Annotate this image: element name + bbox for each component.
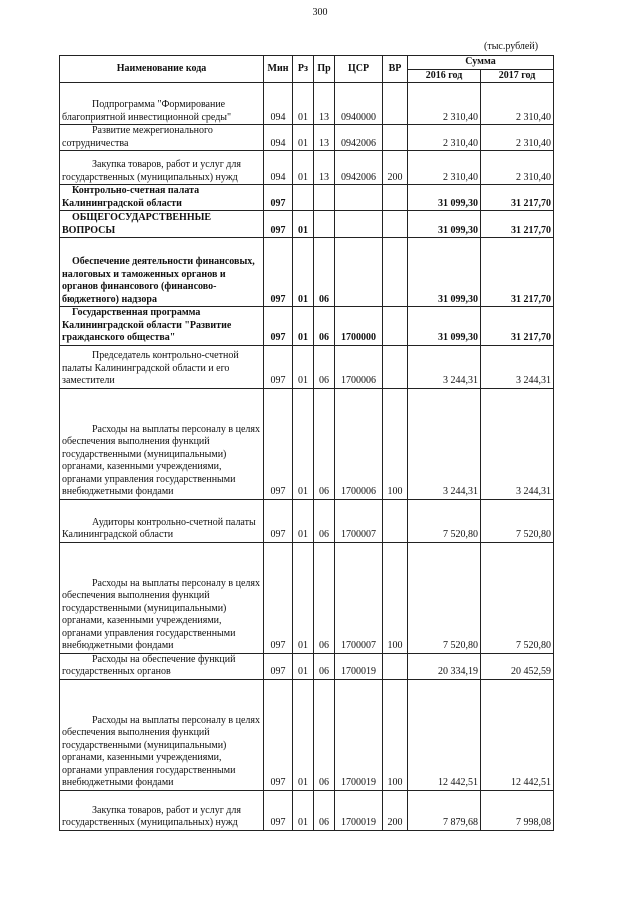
row-sum-2017: 31 217,70: [481, 307, 554, 346]
row-vr: 100: [383, 679, 408, 790]
row-sum-2016: 7 520,80: [408, 499, 481, 542]
row-name-text: Расходы на выплаты персоналу в целях обеспечения выполнения функций государственными (муниципальными) органами, казенными учреждениями, органами управления государственными внебюджетными фондами: [62, 577, 260, 651]
row-name-text: Аудиторы контрольно-счетной палаты Калининградской области: [62, 516, 256, 540]
row-sum-2016: 12 442,51: [408, 679, 481, 790]
row-sum-2016: 31 099,30: [408, 211, 481, 238]
table-row: [60, 345, 554, 388]
table-row: [60, 679, 554, 790]
row-vr: [383, 125, 408, 151]
row-min: 097: [264, 345, 293, 388]
row-vr: [383, 499, 408, 542]
row-sum-2017: 2 310,40: [481, 151, 554, 185]
table-row: [60, 211, 554, 238]
row-name: [60, 151, 264, 185]
row-csr: 1700000: [335, 307, 383, 346]
row-rz: 01: [293, 345, 314, 388]
row-name: [60, 238, 264, 307]
row-pr: 13: [314, 83, 335, 125]
row-sum-2017: 7 998,08: [481, 790, 554, 830]
row-sum-2016: 31 099,30: [408, 185, 481, 211]
row-pr: 06: [314, 499, 335, 542]
row-min: 094: [264, 125, 293, 151]
row-min: 094: [264, 151, 293, 185]
table-row: [60, 790, 554, 830]
row-rz: [293, 185, 314, 211]
row-vr: [383, 307, 408, 346]
row-pr: 06: [314, 679, 335, 790]
row-min: 097: [264, 499, 293, 542]
row-min: 097: [264, 542, 293, 653]
row-vr: [383, 211, 408, 238]
row-pr: 13: [314, 151, 335, 185]
row-name-text: Подпрограмма "Формирование благоприятной инвестиционной среды": [62, 99, 232, 123]
row-sum-2017: 12 442,51: [481, 679, 554, 790]
row-sum-2017: 31 217,70: [481, 211, 554, 238]
row-pr: 06: [314, 238, 335, 307]
row-min: 097: [264, 388, 293, 499]
row-rz: 01: [293, 307, 314, 346]
row-name: [60, 125, 264, 151]
header-rz: Рз: [293, 56, 314, 83]
row-rz: 01: [293, 679, 314, 790]
row-vr: [383, 185, 408, 211]
row-sum-2016: 2 310,40: [408, 83, 481, 125]
row-pr: 06: [314, 653, 335, 679]
row-rz: 01: [293, 499, 314, 542]
row-name: [60, 307, 264, 346]
row-csr: 1700006: [335, 388, 383, 499]
row-csr: 0942006: [335, 151, 383, 185]
row-csr: [335, 238, 383, 307]
header-name: Наименование кода: [60, 56, 264, 83]
row-csr: [335, 185, 383, 211]
row-vr: 200: [383, 151, 408, 185]
row-csr: [335, 211, 383, 238]
row-sum-2016: 31 099,30: [408, 307, 481, 346]
row-sum-2016: 31 099,30: [408, 238, 481, 307]
row-sum-2016: 20 334,19: [408, 653, 481, 679]
row-name-text: ОБЩЕГОСУДАРСТВЕННЫЕ ВОПРОСЫ: [62, 212, 212, 236]
row-name-text: Расходы на выплаты персоналу в целях обеспечения выполнения функций государственными (муниципальными) органами, казенными учреждениями, органами управления государственными внебюджетными фондами: [62, 423, 260, 497]
row-csr: 1700007: [335, 542, 383, 653]
row-min: 097: [264, 679, 293, 790]
page-number: 300: [312, 7, 328, 18]
row-csr: 1700019: [335, 653, 383, 679]
row-csr: 0942006: [335, 125, 383, 151]
header-csr: ЦСР: [335, 56, 383, 83]
row-min: 094: [264, 83, 293, 125]
row-pr: 06: [314, 307, 335, 346]
row-csr: 1700006: [335, 345, 383, 388]
header-vr: ВР: [383, 56, 408, 83]
row-csr: 1700019: [335, 790, 383, 830]
row-sum-2016: 7 879,68: [408, 790, 481, 830]
row-name: [60, 211, 264, 238]
row-rz: 01: [293, 151, 314, 185]
row-name-text: Расходы на выплаты персоналу в целях обеспечения выполнения функций государственными (муниципальными) органами, казенными учреждениями, органами управления государственными внебюджетными фондами: [62, 714, 260, 788]
header-2017: 2017 год: [481, 69, 554, 83]
row-name-text: Государственная программа Калининградской области "Развитие гражданского общества": [62, 307, 232, 343]
row-sum-2017: 2 310,40: [481, 83, 554, 125]
row-name: [60, 388, 264, 499]
row-name: [60, 185, 264, 211]
table-row: [60, 238, 554, 307]
budget-table: [59, 55, 554, 831]
row-sum-2016: 2 310,40: [408, 151, 481, 185]
row-vr: [383, 653, 408, 679]
header-min: Мин: [264, 56, 293, 83]
row-sum-2017: 7 520,80: [481, 542, 554, 653]
row-sum-2017: 7 520,80: [481, 499, 554, 542]
row-vr: [383, 238, 408, 307]
table-row: [60, 83, 554, 125]
row-name-text: Развитие межрегионального сотрудничества: [62, 125, 213, 149]
row-name: [60, 499, 264, 542]
row-name: [60, 542, 264, 653]
row-name-text: Обеспечение деятельности финансовых, налоговых и таможенных органов и органов финансового (финансово-бюджетного) надзора: [62, 256, 255, 305]
row-vr: [383, 83, 408, 125]
row-rz: 01: [293, 542, 314, 653]
row-sum-2016: 3 244,31: [408, 345, 481, 388]
header-2016: 2016 год: [408, 69, 481, 83]
row-pr: 06: [314, 345, 335, 388]
row-sum-2017: 3 244,31: [481, 388, 554, 499]
row-pr: 06: [314, 388, 335, 499]
row-rz: 01: [293, 83, 314, 125]
row-sum-2016: 2 310,40: [408, 125, 481, 151]
table-row: [60, 185, 554, 211]
table-row: [60, 542, 554, 653]
row-vr: 100: [383, 388, 408, 499]
row-min: 097: [264, 653, 293, 679]
row-name-text: Закупка товаров, работ и услуг для государственных (муниципальных) нужд: [62, 804, 241, 828]
budget-body: [60, 83, 554, 831]
unit-note: (тыс.рублей): [484, 41, 539, 52]
row-name: [60, 653, 264, 679]
row-min: 097: [264, 211, 293, 238]
row-pr: [314, 185, 335, 211]
row-min: 097: [264, 238, 293, 307]
row-name: [60, 83, 264, 125]
row-pr: 06: [314, 542, 335, 653]
row-name-text: Контрольно-счетная палата Калининградской области: [62, 185, 200, 209]
row-csr: 1700007: [335, 499, 383, 542]
table-row: [60, 499, 554, 542]
row-rz: 01: [293, 125, 314, 151]
row-pr: 06: [314, 790, 335, 830]
row-name-text: Закупка товаров, работ и услуг для государственных (муниципальных) нужд: [62, 159, 241, 183]
header-sum: Сумма: [408, 56, 554, 70]
row-rz: 01: [293, 653, 314, 679]
table-row: [60, 151, 554, 185]
row-pr: [314, 211, 335, 238]
row-sum-2017: 31 217,70: [481, 238, 554, 307]
row-name: [60, 679, 264, 790]
table-row: [60, 388, 554, 499]
row-sum-2017: 3 244,31: [481, 345, 554, 388]
row-name: [60, 345, 264, 388]
row-min: 097: [264, 790, 293, 830]
row-csr: 0940000: [335, 83, 383, 125]
row-rz: 01: [293, 238, 314, 307]
row-rz: 01: [293, 388, 314, 499]
row-vr: 200: [383, 790, 408, 830]
row-rz: 01: [293, 211, 314, 238]
row-min: 097: [264, 307, 293, 346]
header-pr: Пр: [314, 56, 335, 83]
row-name-text: Председатель контрольно-счетной палаты Калининградской области и его заместители: [62, 350, 239, 386]
table-row: [60, 125, 554, 151]
row-sum-2016: 7 520,80: [408, 542, 481, 653]
row-vr: [383, 345, 408, 388]
row-vr: 100: [383, 542, 408, 653]
table-row: [60, 307, 554, 346]
row-name: [60, 790, 264, 830]
row-sum-2017: 31 217,70: [481, 185, 554, 211]
row-sum-2017: 20 452,59: [481, 653, 554, 679]
row-pr: 13: [314, 125, 335, 151]
row-sum-2017: 2 310,40: [481, 125, 554, 151]
row-rz: 01: [293, 790, 314, 830]
table-row: [60, 653, 554, 679]
row-sum-2016: 3 244,31: [408, 388, 481, 499]
row-csr: 1700019: [335, 679, 383, 790]
row-name-text: Расходы на обеспечение функций государственных органов: [62, 653, 236, 677]
row-min: 097: [264, 185, 293, 211]
